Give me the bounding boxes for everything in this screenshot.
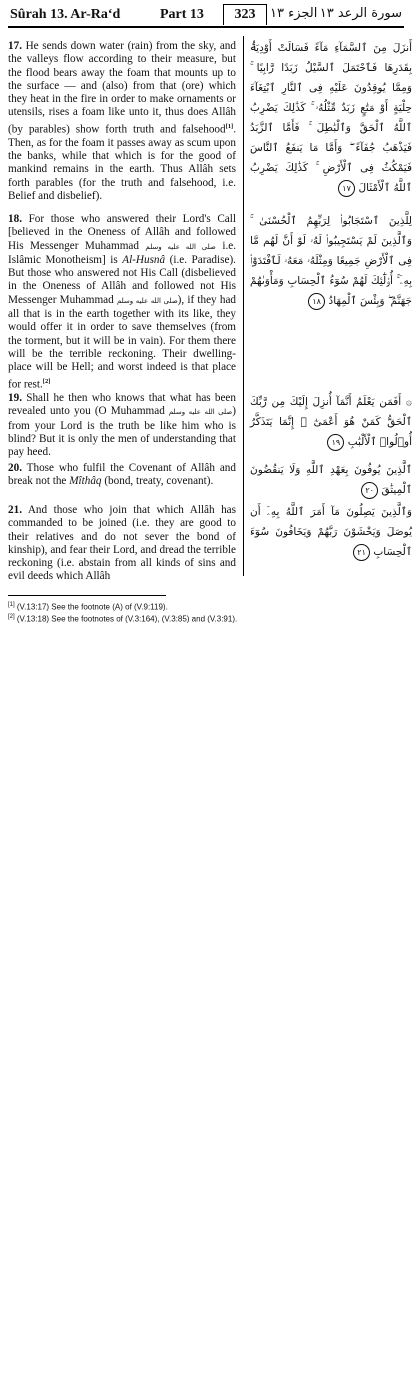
salutation: صلى الله عليه وسلم — [116, 296, 178, 305]
verse-19-arabic — [250, 392, 412, 452]
verse-17-arabic — [250, 38, 412, 198]
verse-number: 20. — [8, 462, 22, 474]
arabic-text: أَنزَلَ مِنَ ٱلسَّمَآءِ مَآءً فَسَالَتْ أَوْدِيَةُۢ بِقَدَرِهَا فَٱحْتَمَلَ ٱلسَّيْلُ زَبَدًا رَّابِيًا ۚ وَمِمَّا يُوقِدُونَ عَلَيْهِ فِى ٱلنَّارِ ٱبْتِغَآءَ حِلْيَةٍ أَوْ مَتَٰعٍ زَبَدٌ مِّثْلُهُۥ ۚ كَذَٰلِكَ يَضْرِبُ ٱللَّهُ ٱلْحَقَّ وَٱلْبَٰطِلَ ۚ فَأَمَّا ٱلزَّبَدُ فَيَذْهَبُ جُفَآءً ۖ وَأَمَّا مَا يَنفَعُ ٱلنَّاسَ فَيَمْكُثُ فِى ٱلْأَرْضِ ۚ كَذَٰلِكَ يَضْرِبُ ٱللَّهُ ٱلْأَمْثَالَ — [250, 42, 412, 194]
verse-text: i.e. Islâmic Monotheism] is — [8, 239, 237, 266]
arabic-text: ٱلَّذِينَ يُوفُونَ بِعَهْدِ ٱللَّهِ وَلَا يَنقُضُونَ ٱلْمِيثَٰقَ — [250, 464, 412, 496]
arabic-juz-label: الجزء ١٣ — [270, 6, 318, 21]
italic-term: Al-Husnâ — [122, 253, 166, 266]
verse-text: ), if they had all that is in the earth together with its like, they would offer it in order to save themselves (from the torment, but it will be in vain). For them there will be the terrible reckoning. Their dwelling-place will be Hell; and worst indeed is that place for rest. — [8, 293, 237, 391]
footnote-rule — [8, 595, 166, 596]
footnote-text: (V.13:18) See the footnotes of (V.3:164), (V.3:85) and (V.3:91). — [14, 614, 238, 624]
aya-marker: ٢١ — [353, 544, 370, 561]
verse-text: (bond, treaty, covenant). — [101, 475, 214, 488]
footnote-1 — [8, 600, 168, 613]
verse-17-translation — [8, 40, 236, 203]
salutation: صلى الله عليه وسلم — [145, 242, 216, 251]
aya-marker: ٢٠ — [361, 482, 378, 499]
verse-18-translation — [8, 213, 236, 392]
verse-text: (i.e. Paradise). But those who answered not His Call (disbelieved in the Oneness of Allâh and followed not His Messenger Muhammad — [8, 253, 236, 306]
verse-text: And those who join that which Allâh has commanded to be joined (i.e. they are good to their relatives and do not sever the bond of kinship), and fear their Lord, and dread the terrible reckoning (i.e. abstain from all kinds of sins and evil deeds which Allâh — [8, 504, 236, 583]
footnote-marker: [2] — [8, 614, 15, 620]
column-divider — [243, 36, 244, 576]
salutation: صلى الله عليه وسلم — [168, 408, 233, 417]
verse-20-arabic — [250, 460, 412, 500]
footnote-marker: [1] — [8, 602, 15, 608]
verse-number: 21. — [8, 504, 22, 516]
verse-19-translation — [8, 392, 236, 459]
arabic-text: لِلَّذِينَ ٱسْتَجَابُوا۟ لِرَبِّهِمُ ٱلْحُسْنَىٰ ۚ وَٱلَّذِينَ لَمْ يَسْتَجِيبُوا۟ لَهُۥ لَوْ أَنَّ لَهُم مَّا فِى ٱلْأَرْضِ جَمِيعًا وَمِثْلَهُۥ مَعَهُۥ لَٱفْتَدَوْا۟ بِهِۦٓ ۚ أُو۟لَٰٓئِكَ لَهُمْ سُوٓءُ ٱلْحِسَابِ وَمَأْوَىٰهُمْ جَهَنَّمُ ۖ وَبِئْسَ ٱلْمِهَادُ — [250, 215, 412, 307]
verse-text: Those who fulfil the Covenant of Allâh and break not the — [8, 462, 236, 488]
surah-title: Sûrah 13. Ar-Ra‘d — [10, 7, 121, 22]
page-number: 323 — [223, 4, 267, 25]
verse-21-arabic — [250, 502, 412, 562]
arabic-text: ۞ أَفَمَن يَعْلَمُ أَنَّمَآ أُنزِلَ إِلَيْكَ مِن رَّبِّكَ ٱلْحَقُّ كَمَنْ هُوَ أَعْمَىٰٓ ۚ إِنَّمَا يَتَذَكَّرُ أُو۟لُوا۟ ٱلْأَلْبَٰبِ — [250, 396, 412, 448]
aya-marker: ١٨ — [308, 293, 325, 310]
verse-text: ) from your Lord is the truth be like him who is blind? But it is only the men of understanding that pay heed. — [8, 405, 236, 459]
verse-text: . Then, as for the foam it passes away as scum upon the banks, while that which is for the good of mankind remains in the earth. Thus Allâh sets forth parables (for the truth and falsehood, i.e. Belief and disbelief). — [8, 123, 236, 202]
verse-number: 19. — [8, 392, 22, 404]
verse-text: He sends down water (rain) from the sky, and the valleys flow according to their measure, but the flood bears away the foam that mounts up to the surface — and (also) from that (ore) which they heat in the fire in order to make ornaments or utensils, rises a foam like unto it, thus does Allâh (by parables) show forth truth and falsehood — [8, 40, 236, 136]
italic-term: Mîthâq — [69, 475, 102, 488]
verse-20-translation — [8, 462, 236, 489]
verse-text: For those who answered their Lord's Call [believed in the Oneness of Allâh and followed His Messenger Muhammad — [8, 213, 236, 252]
footnote-2 — [8, 612, 237, 625]
aya-marker: ١٧ — [338, 180, 355, 197]
part-label: Part 13 — [160, 7, 204, 22]
verse-18-arabic — [250, 211, 412, 311]
page-header — [8, 4, 404, 28]
arabic-text: وَٱلَّذِينَ يَصِلُونَ مَآ أَمَرَ ٱللَّهُ بِهِۦٓ أَن يُوصَلَ وَيَخْشَوْنَ رَبَّهُمْ وَيَخَافُونَ سُوٓءَ ٱلْحِسَابِ — [250, 506, 412, 558]
verse-21-translation — [8, 504, 236, 584]
aya-marker: ١٩ — [327, 434, 344, 451]
verse-number: 17. — [8, 40, 22, 52]
footnote-ref[interactable]: [2] — [42, 377, 51, 385]
verse-text: Shall he then who knows that what has been revealed unto you (O Muhammad — [8, 392, 236, 418]
footnote-text: (V.13:17) See the footnote (A) of (V.9:119). — [14, 602, 168, 612]
arabic-surah-title: سورة الرعد ١٣ — [319, 6, 402, 21]
verse-number: 18. — [8, 213, 22, 225]
footnote-ref[interactable]: [1] — [225, 122, 234, 130]
